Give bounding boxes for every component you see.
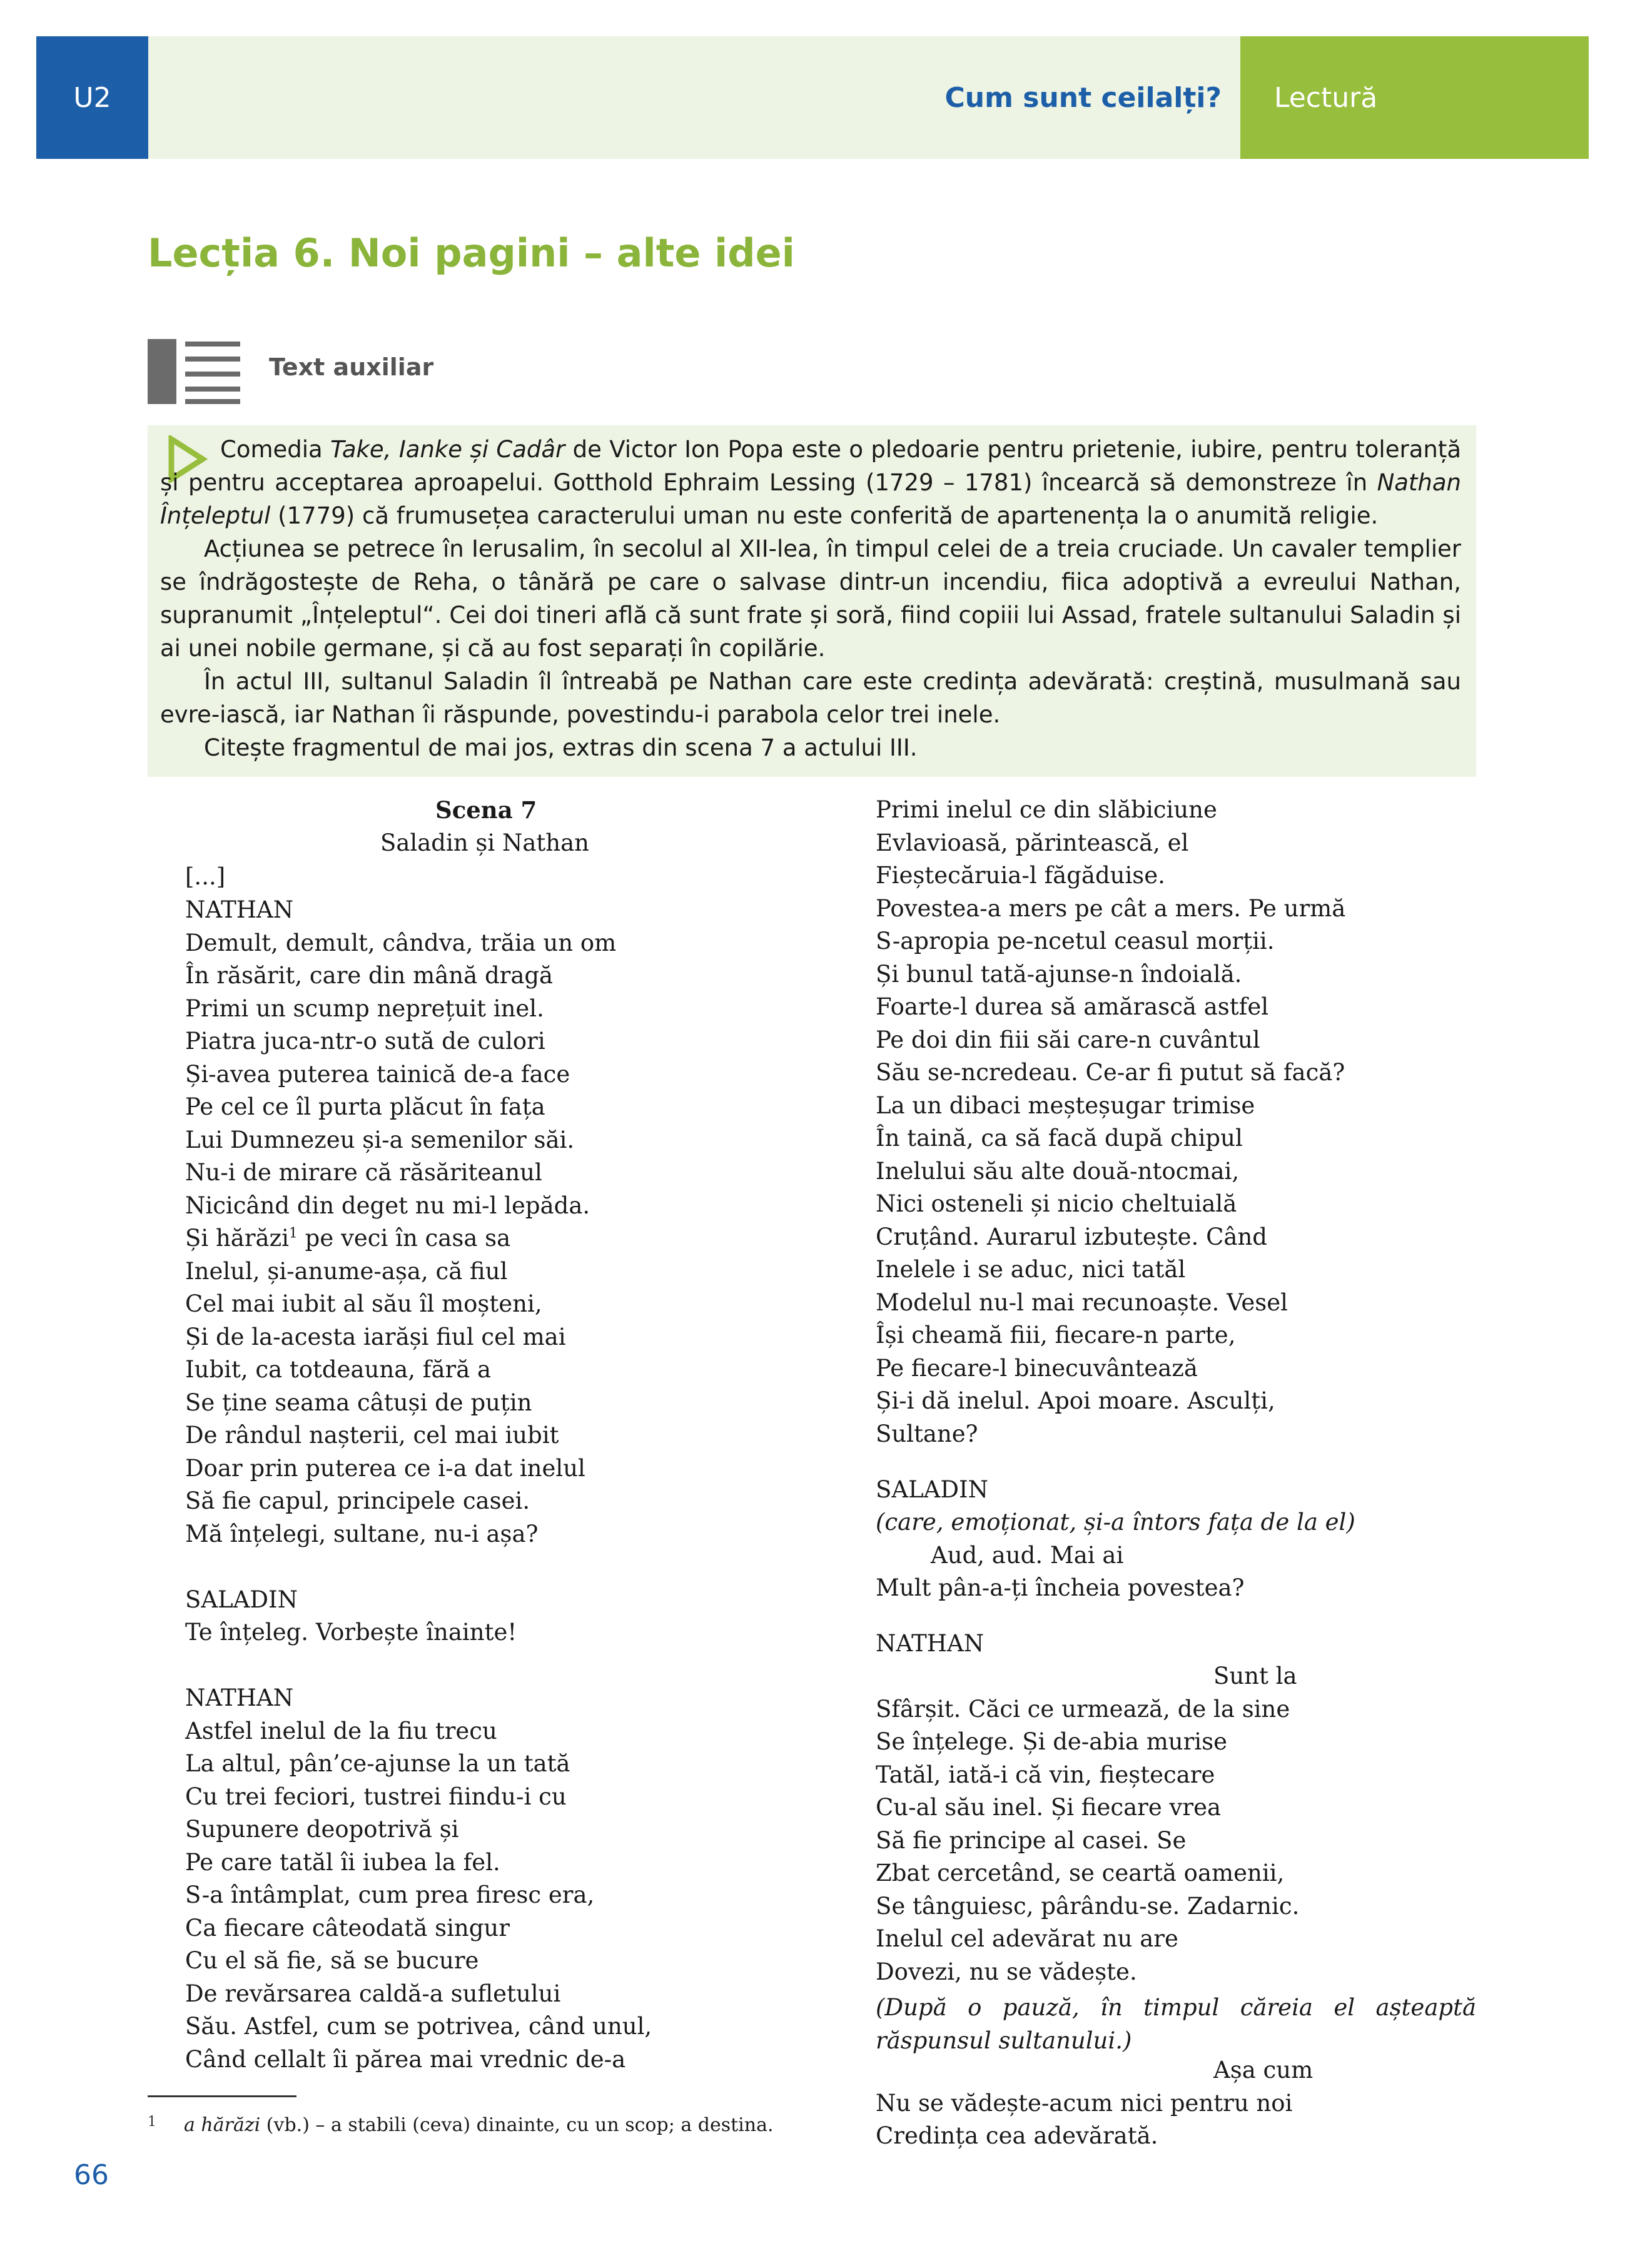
verse-line: La altul, pân’ce-ajunse la un tată bbox=[185, 1750, 570, 1777]
verse-line: Tatăl, iată-i că vin, fieștecare bbox=[876, 1761, 1215, 1788]
verse-line: Pe care tatăl îi iubea la fel. bbox=[185, 1849, 500, 1876]
verse-line: Nu-i de mirare că răsăriteanul bbox=[185, 1159, 542, 1186]
verse-line: Își cheamă fiii, fiecare-n parte, bbox=[876, 1322, 1236, 1349]
speaker-name: SALADIN bbox=[876, 1476, 989, 1503]
verse-line: Și bunul tată-ajunse-n îndoială. bbox=[876, 961, 1242, 988]
verse-line: Său se-ncredeau. Ce-ar fi putut să facă? bbox=[876, 1059, 1345, 1086]
footnote-marker: 1 bbox=[288, 1225, 298, 1242]
verse-line: Și hărăzi$^1$ pe veci în casa sa bbox=[185, 1225, 511, 1252]
stage-direction: (care, emoționat, și-a întors fața de la el) bbox=[876, 1509, 1355, 1536]
verse-line: [...] bbox=[185, 863, 226, 890]
verse-line: Supunere deopotrivă și bbox=[185, 1816, 459, 1843]
stage-direction: (După o pauză, în timpul căreia el așteaptă răspunsul sultanului.) bbox=[876, 1994, 1476, 2054]
verse-line: Piatra juca-ntr-o sută de culori bbox=[185, 1028, 545, 1055]
verse-line: Iubit, ca totdeauna, fără a bbox=[185, 1356, 492, 1383]
verse-line: Primi inelul ce din slăbiciune bbox=[876, 796, 1217, 823]
speaker-name: NATHAN bbox=[876, 1630, 985, 1657]
unit-title: Cum sunt ceilalți? bbox=[944, 81, 1222, 114]
footnote-text: a hărăzi (vb.) – a stabili (ceva) dinainte, cu un scop; a destina. bbox=[184, 2114, 774, 2136]
verse-line: Și-i dă inelul. Apoi moare. Asculți, bbox=[876, 1387, 1275, 1414]
verse-line: Povestea-a mers pe cât a mers. Pe urmă bbox=[876, 895, 1346, 922]
verse-line: În răsărit, care din mână dragă bbox=[185, 962, 554, 989]
intro-paragraph-4: Citește fragmentul de mai jos, extras din scena 7 a actului III. bbox=[204, 734, 918, 761]
intro-paragraph-1: Comedia Take, Ianke și Cadâr de Victor Ion Popa este o pledoarie pentru prietenie, iubire, pentru toleranță și pentru acceptarea aproapelui. Gotthold Ephraim Lessing (1729 – 1781) încearcă să demonstreze în Nathan Înțeleptul (1779) că frumusețea caracterului uman nu este conferită de apartenența la o anumită religie. bbox=[160, 436, 1461, 529]
verse-line: Când cellalt îi părea mai vrednic de-a bbox=[185, 2046, 626, 2073]
verse-line: Dovezi, nu se vădește. bbox=[876, 1958, 1137, 1985]
verse-line: Pe cel ce îl purta plăcut în fața bbox=[185, 1093, 545, 1120]
section-tag: Lectură bbox=[1240, 36, 1589, 159]
speaker-name: SALADIN bbox=[185, 1586, 298, 1613]
verse-line: Nicicând din deget nu mi-l lepăda. bbox=[185, 1192, 590, 1219]
verse-line: Evlavioasă, părintească, el bbox=[876, 829, 1189, 856]
verse-line: Sunt la bbox=[1213, 1663, 1297, 1689]
verse-line: Credința cea adevărată. bbox=[876, 2122, 1158, 2149]
verse-line: Mult pân-a-ți încheia povestea? bbox=[876, 1574, 1245, 1601]
verse-line: Sultane? bbox=[876, 1420, 978, 1447]
verse-line: Mă înțelegi, sultane, nu-i așa? bbox=[185, 1521, 539, 1547]
verse-line: S-a întâmplat, cum prea firesc era, bbox=[185, 1881, 595, 1908]
verse-line: Zbat cercetând, se ceartă oamenii, bbox=[876, 1860, 1285, 1886]
verse-line: De revărsarea caldă-a sufletului bbox=[185, 1980, 561, 2007]
verse-line: Cu el să fie, să se bucure bbox=[185, 1947, 479, 1974]
verse-line: Și-avea puterea tainică de-a face bbox=[185, 1061, 570, 1088]
verse-line: Nici osteneli și nicio cheltuială bbox=[876, 1190, 1237, 1217]
intro-text bbox=[160, 433, 1461, 764]
verse-line: La un dibaci meșteșugar trimise bbox=[876, 1092, 1255, 1119]
verse-line: Aud, aud. Mai ai bbox=[931, 1542, 1124, 1569]
scene-characters: Saladin și Nathan bbox=[380, 829, 590, 856]
verse-line: Cu-al său inel. Și fiecare vrea bbox=[876, 1794, 1222, 1821]
verse-line: Său. Astfel, cum se potrivea, când unul, bbox=[185, 2013, 652, 2040]
verse-line: Să fie capul, principele casei. bbox=[185, 1487, 530, 1514]
verse-line: S-apropia pe-ncetul ceasul morții. bbox=[876, 928, 1275, 954]
verse-line: Se ține seama câtuși de puțin bbox=[185, 1389, 532, 1416]
verse-line: Cruțând. Aurarul izbutește. Când bbox=[876, 1223, 1267, 1250]
verse-line: Demult, demult, cândva, trăia un om bbox=[185, 929, 617, 956]
verse-line: Te înțeleg. Vorbește înainte! bbox=[185, 1619, 517, 1646]
verse-line: Primi un scump neprețuit inel. bbox=[185, 995, 544, 1022]
intro-paragraph-2: Acțiunea se petrece în Ierusalim, în secolul al XII-lea, în timpul celei de a treia cruciade. Un cavaler templier se îndrăgostește de Reha, o tânără pe care o salvase dintr-un incendiu, fiica adoptivă a evreului Nathan, supranumit „Înțeleptul“. Cei doi tineri află că sunt frate și soră, fiind copiii lui Assad, fratele sultanului Saladin și ai unei nobile germane, și că au fost separați în copilărie. bbox=[160, 535, 1461, 662]
verse-line: Așa cum bbox=[1213, 2057, 1314, 2083]
verse-line: Ca fiecare câteodată singur bbox=[185, 1915, 510, 1941]
verse-line: Lui Dumnezeu și-a semenilor săi. bbox=[185, 1126, 575, 1153]
page-number: 66 bbox=[74, 2159, 109, 2191]
verse-line: Și de la-acesta iarăși fiul cel mai bbox=[185, 1324, 566, 1350]
verse-line: Doar prin puterea ce i-a dat inelul bbox=[185, 1455, 585, 1482]
verse-line: Sfârșit. Căci ce urmează, de la sine bbox=[876, 1696, 1290, 1723]
verse-line: Fieștecăruia-l făgăduise. bbox=[876, 862, 1165, 889]
speaker-name: NATHAN bbox=[185, 1684, 294, 1711]
auxiliary-text-label: Text auxiliar bbox=[269, 353, 434, 381]
footnote-number: 1 bbox=[148, 2114, 156, 2130]
header-bar bbox=[148, 36, 1240, 159]
verse-line: Nu se vădește-acum nici pentru noi bbox=[876, 2090, 1293, 2117]
text-document-icon bbox=[148, 339, 241, 404]
verse-line: Pe doi din fiii săi care-n cuvântul bbox=[876, 1026, 1260, 1053]
verse-line: De rândul nașterii, cel mai iubit bbox=[185, 1422, 559, 1449]
verse-line: Pe fiecare-l binecuvântează bbox=[876, 1355, 1198, 1382]
verse-line: În taină, ca să facă după chipul bbox=[876, 1125, 1243, 1152]
footnote-divider bbox=[148, 2095, 296, 2097]
verse-line: Foarte-l durea să amărască astfel bbox=[876, 993, 1269, 1020]
scene-title: Scena 7 bbox=[435, 796, 537, 824]
verse-line: Se înțelege. Și de-abia murise bbox=[876, 1728, 1228, 1755]
verse-line: Inelele i se aduc, nici tatăl bbox=[876, 1256, 1186, 1283]
verse-line: Cu trei feciori, tustrei fiindu-i cu bbox=[185, 1783, 567, 1810]
lesson-title: Lecția 6. Noi pagini – alte idei bbox=[148, 230, 795, 276]
unit-badge: U2 bbox=[36, 36, 148, 159]
intro-paragraph-3: În actul III, sultanul Saladin îl întreabă pe Nathan care este credința adevărată: creștină, musulmană sau evre-iască, iar Nathan îi răspunde, povestindu-i parabola celor trei inele. bbox=[160, 668, 1461, 728]
speaker-name: NATHAN bbox=[185, 896, 294, 923]
verse-line: Inelul cel adevărat nu are bbox=[876, 1925, 1178, 1952]
verse-line: Cel mai iubit al său îl moșteni, bbox=[185, 1290, 542, 1317]
verse-line: Inelul, și-anume-așa, că fiul bbox=[185, 1258, 508, 1285]
verse-line: Modelul nu-l mai recunoaște. Vesel bbox=[876, 1289, 1288, 1316]
verse-line: Să fie principe al casei. Se bbox=[876, 1827, 1187, 1854]
verse-line: Astfel inelul de la fiu trecu bbox=[185, 1718, 497, 1744]
verse-line: Inelului său alte două-ntocmai, bbox=[876, 1158, 1240, 1185]
verse-line: Se tânguiesc, pârându-se. Zadarnic. bbox=[876, 1893, 1300, 1920]
